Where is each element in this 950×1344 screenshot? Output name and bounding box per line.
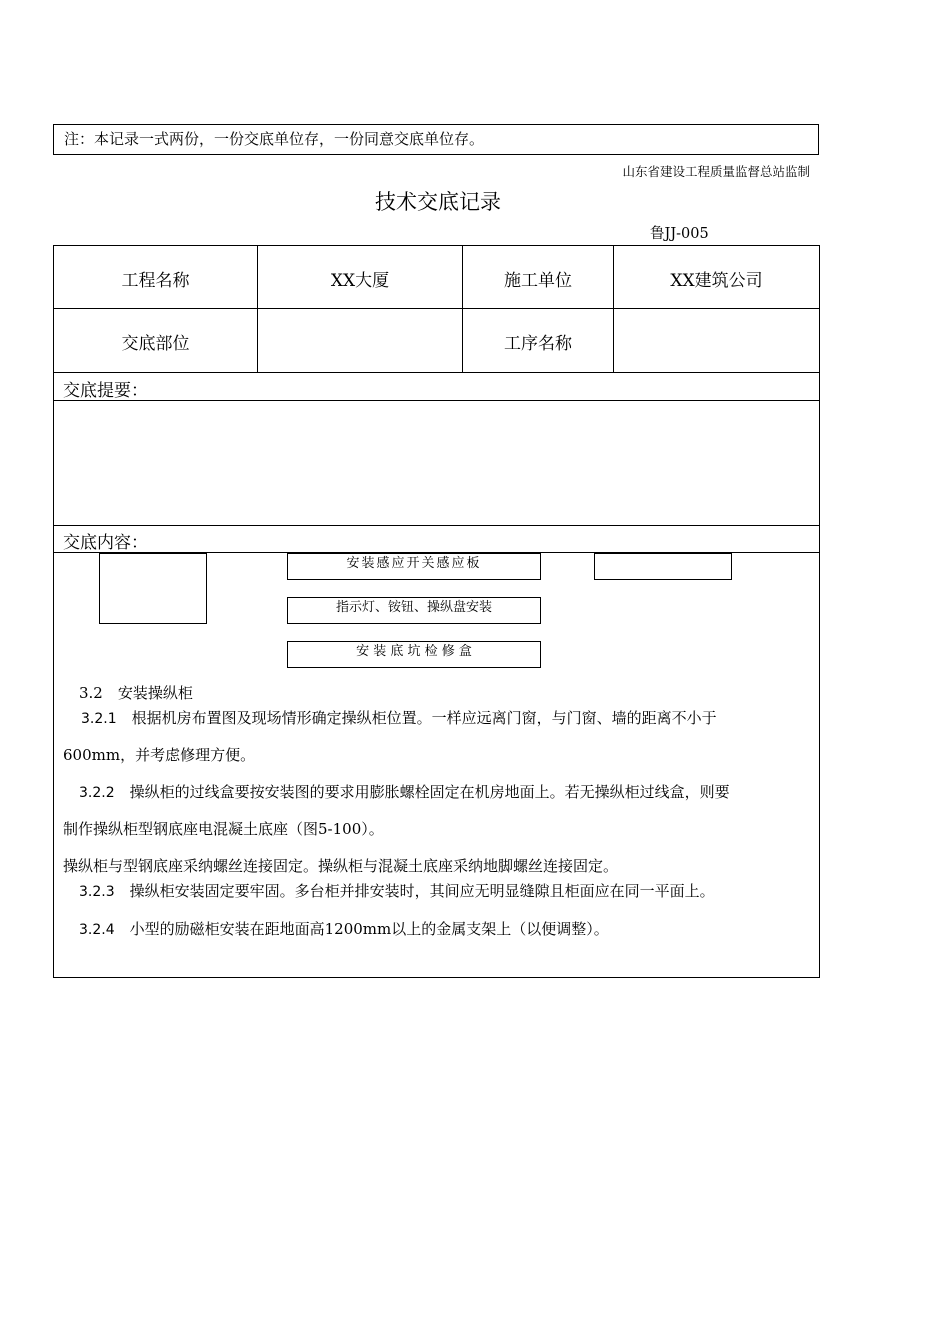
process-name-label: 工序名称 — [504, 334, 572, 354]
row-divider — [54, 525, 819, 526]
paragraph-text-continued: 制作操纵柜型钢底座电混凝土底座（图5-100）。 — [63, 820, 384, 838]
project-name-label: 工程名称 — [121, 271, 190, 291]
diagram-box-indicator: 指示灯、铵钮、操纵盘安装 — [287, 597, 541, 624]
row-divider — [54, 400, 819, 401]
paragraph-text: 操纵柜的过线盒要按安装图的要求用膨胀螺栓固定在机房地面上。若无操纵柜过线盒，则要 — [114, 783, 730, 801]
summary-label: 交底提要： — [63, 381, 148, 401]
paragraph-3-2-1 — [81, 707, 717, 728]
col-divider — [613, 246, 614, 372]
content-label: 交底内容： — [63, 533, 148, 553]
col-divider — [257, 246, 258, 372]
section-heading: 3.2 安装操纵柜 — [79, 684, 193, 702]
page-title: 技术交底记录 — [375, 190, 501, 214]
paragraph-text: 操纵柜安装固定要牢固。多台柜并排安装时，其间应无明显缝隙且柜面应在同一平面上。 — [114, 882, 715, 900]
paragraph-number: 3.2.2 — [79, 785, 115, 801]
diagram-box-pit: 安 装 底 坑 检 修 盒 — [287, 641, 541, 668]
paragraph-number: 3.2.1 — [81, 711, 117, 727]
project-name-value: XX大厦 — [330, 271, 390, 291]
paragraph-number: 3.2.4 — [79, 922, 115, 938]
disclosure-part-label: 交底部位 — [121, 334, 190, 354]
row-divider — [54, 372, 819, 373]
paragraph-3-2-3 — [79, 880, 715, 901]
paragraph-3-2-4 — [79, 918, 609, 939]
paragraph-3-2-2 — [79, 781, 730, 802]
form-code: 鲁JJ-005 — [650, 226, 709, 242]
paragraph-text-continued: 600mm，并考虑修理方便。 — [63, 746, 256, 764]
construction-unit-value: XX建筑公司 — [670, 271, 763, 291]
diagram-empty-box — [99, 553, 207, 624]
supervisor-text: 山东省建设工程质量监督总站监制 — [622, 164, 810, 179]
diagram-box-blank — [594, 553, 732, 580]
paragraph-text-continued: 操纵柜与型钢底座采纳螺丝连接固定。操纵柜与混凝土底座采纳地脚螺丝连接固定。 — [63, 857, 619, 875]
record-table — [53, 245, 820, 978]
paragraph-text: 根据机房布置图及现场情形确定操纵柜位置。一样应远离门窗，与门窗、墙的距离不小于 — [116, 709, 717, 727]
construction-unit-label: 施工单位 — [504, 271, 572, 291]
paragraph-text: 小型的励磁柜安装在距地面高1200mm以上的金属支架上（以便调整）。 — [114, 920, 609, 938]
diagram-box-sensor: 安装感应开关感应板 — [287, 553, 541, 580]
paragraph-number: 3.2.3 — [79, 884, 115, 900]
row-divider — [54, 308, 819, 309]
record-note: 注：本记录一式两份，一份交底单位存，一份同意交底单位存。 — [53, 124, 819, 155]
